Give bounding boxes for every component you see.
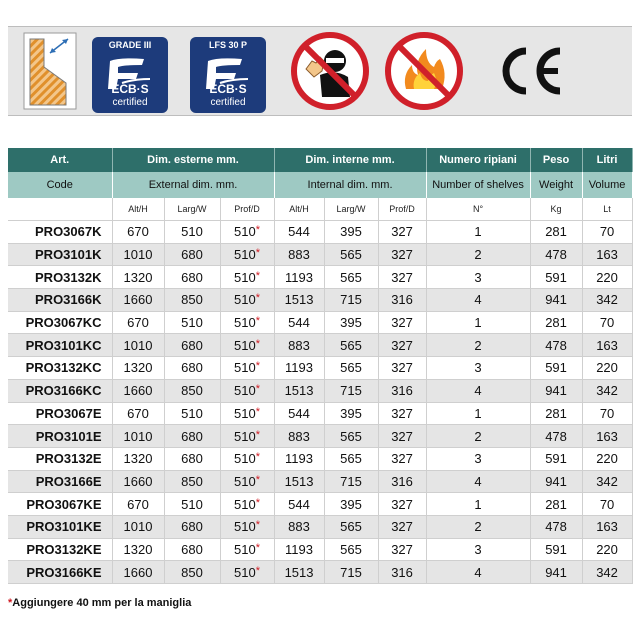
cell-weight: 281 [530,493,582,516]
header-weight-it: Peso [530,148,582,172]
footnote [8,597,191,609]
badge-ecbs-label: ECB·S [209,82,247,96]
cell-int-width: 395 [324,311,378,334]
cell-code: PRO3067K [8,221,112,244]
cell-ext-width: 680 [164,334,220,357]
cell-ext-height: 1320 [112,538,164,561]
header-external-it: Dim. esterne mm. [112,148,274,172]
handle-note-marker: * [255,224,260,237]
handle-note-marker: * [255,315,260,328]
cell-ext-width: 680 [164,357,220,380]
cell-ext-depth [220,289,274,312]
cell-ext-height: 1660 [112,289,164,312]
table-body [8,221,632,584]
handle-note-marker: * [255,292,260,305]
cell-ext-height: 1320 [112,266,164,289]
cell-int-depth: 327 [378,334,426,357]
cell-int-depth: 327 [378,311,426,334]
specifications-table-wrapper [8,148,632,584]
cell-weight: 941 [530,470,582,493]
cell-value: 510 [234,224,256,240]
cell-int-height: 883 [274,334,324,357]
cell-ext-depth [220,334,274,357]
cell-ext-depth [220,243,274,266]
cell-ext-width: 850 [164,289,220,312]
cell-ext-depth [220,515,274,538]
header-external-en: External dim. mm. [112,172,274,198]
handle-note-marker: * [255,496,260,509]
cell-volume: 220 [582,357,632,380]
cell-int-width: 565 [324,515,378,538]
cell-int-depth: 316 [378,289,426,312]
cell-int-width: 715 [324,561,378,584]
cell-code: PRO3101KC [8,334,112,357]
badge-ecbs-label: ECB·S [111,82,149,96]
header-internal-it: Dim. interne mm. [274,148,426,172]
unit-volume: Lt [582,198,632,221]
cell-volume: 163 [582,243,632,266]
cell-value: 510 [234,473,256,489]
cell-code: PRO3132K [8,266,112,289]
cell-volume: 342 [582,289,632,312]
header-volume-en: Volume [582,172,632,198]
cell-weight: 281 [530,402,582,425]
table-row [8,493,632,516]
table-row [8,538,632,561]
cell-int-width: 565 [324,266,378,289]
cell-volume: 70 [582,402,632,425]
table-row [8,243,632,266]
cell-shelves: 2 [426,515,530,538]
cell-ext-depth [220,447,274,470]
cell-int-width: 565 [324,334,378,357]
cell-ext-depth [220,221,274,244]
cell-value: 510 [234,360,256,376]
unit-int-width: Larg/W [324,198,378,221]
cell-value: 510 [234,383,256,399]
cell-volume: 342 [582,379,632,402]
cell-int-depth: 327 [378,447,426,470]
cell-int-height: 1513 [274,470,324,493]
cell-code: PRO3132KE [8,538,112,561]
header-weight-en: Weight [530,172,582,198]
cell-int-height: 883 [274,425,324,448]
footnote-marker: * [8,597,13,609]
cell-code: PRO3166E [8,470,112,493]
handle-note-marker: * [255,428,260,441]
cell-int-width: 565 [324,425,378,448]
cell-weight: 281 [530,221,582,244]
table-row [8,470,632,493]
cell-weight: 478 [530,243,582,266]
cell-ext-depth [220,311,274,334]
cell-shelves: 2 [426,243,530,266]
header-volume-it: Litri [582,148,632,172]
cell-int-depth: 327 [378,266,426,289]
unit-ext-width: Larg/W [164,198,220,221]
cell-ext-height: 670 [112,221,164,244]
cell-shelves: 4 [426,379,530,402]
header-row-units [8,198,632,221]
handle-note-marker: * [255,337,260,350]
cell-int-depth: 327 [378,515,426,538]
cell-weight: 591 [530,266,582,289]
cell-int-height: 544 [274,402,324,425]
cell-int-width: 395 [324,221,378,244]
cell-ext-width: 510 [164,402,220,425]
cell-value: 510 [234,247,256,263]
cell-ext-depth [220,266,274,289]
table-row [8,334,632,357]
cell-ext-width: 680 [164,243,220,266]
table-row [8,221,632,244]
cell-int-height: 1193 [274,266,324,289]
cell-ext-height: 1010 [112,334,164,357]
cell-int-height: 544 [274,493,324,516]
cell-weight: 478 [530,334,582,357]
cell-int-depth: 327 [378,243,426,266]
cell-int-depth: 327 [378,425,426,448]
cell-code: PRO3132KC [8,357,112,380]
cell-ext-height: 1010 [112,515,164,538]
cell-int-depth: 327 [378,221,426,244]
cell-shelves: 1 [426,493,530,516]
table-row [8,515,632,538]
cell-ext-depth [220,470,274,493]
cell-ext-width: 680 [164,425,220,448]
handle-note-marker: * [255,541,260,554]
header-row-italian [8,148,632,172]
header-row-english [8,172,632,198]
cell-volume: 342 [582,470,632,493]
badge-grade-label: GRADE III [108,40,152,50]
unit-ext-height: Alt/H [112,198,164,221]
cell-volume: 70 [582,221,632,244]
cell-value: 510 [234,315,256,331]
table-row [8,402,632,425]
cell-int-depth: 316 [378,470,426,493]
cell-shelves: 3 [426,447,530,470]
cell-ext-width: 850 [164,470,220,493]
cell-weight: 591 [530,357,582,380]
cell-ext-width: 510 [164,493,220,516]
cell-int-width: 565 [324,357,378,380]
ecbs-lfs-badge [190,37,266,113]
header-code: Code [8,172,112,198]
cell-ext-depth [220,493,274,516]
cell-volume: 70 [582,311,632,334]
cell-ext-height: 670 [112,311,164,334]
cell-shelves: 1 [426,402,530,425]
cell-shelves: 1 [426,221,530,244]
table-row [8,266,632,289]
cell-value: 510 [234,428,256,444]
cell-code: PRO3067E [8,402,112,425]
cell-volume: 342 [582,561,632,584]
cell-int-depth: 316 [378,561,426,584]
table-row [8,289,632,312]
cell-ext-height: 1010 [112,243,164,266]
cell-int-width: 565 [324,538,378,561]
handle-note-marker: * [255,269,260,282]
cell-ext-width: 680 [164,266,220,289]
cell-int-width: 565 [324,243,378,266]
handle-note-marker: * [255,360,260,373]
cell-int-width: 715 [324,289,378,312]
cell-volume: 163 [582,515,632,538]
ecbs-grade-badge [92,37,168,113]
cell-int-depth: 327 [378,402,426,425]
cell-int-height: 544 [274,311,324,334]
cell-int-depth: 327 [378,538,426,561]
cell-int-width: 395 [324,402,378,425]
header-shelves-it: Numero ripiani [426,148,530,172]
unit-weight: Kg [530,198,582,221]
cell-int-height: 1193 [274,357,324,380]
cell-code: PRO3166KC [8,379,112,402]
cell-shelves: 4 [426,289,530,312]
badge-certified-label: certified [112,97,148,108]
cell-weight: 941 [530,289,582,312]
unit-blank [8,198,112,221]
cell-weight: 941 [530,379,582,402]
cell-ext-height: 1010 [112,425,164,448]
fire-prohibited-icon [384,31,464,111]
cell-weight: 941 [530,561,582,584]
cell-int-depth: 316 [378,379,426,402]
cell-int-depth: 327 [378,493,426,516]
cell-code: PRO3166K [8,289,112,312]
cell-ext-width: 680 [164,515,220,538]
cell-code: PRO3101KE [8,515,112,538]
table-row [8,311,632,334]
cell-ext-depth [220,538,274,561]
cell-int-height: 1513 [274,379,324,402]
handle-note-marker: * [255,383,260,396]
cell-ext-height: 1660 [112,379,164,402]
header-art: Art. [8,148,112,172]
cell-ext-width: 680 [164,447,220,470]
cell-shelves: 3 [426,266,530,289]
cell-volume: 220 [582,538,632,561]
cell-value: 510 [234,451,256,467]
header-internal-en: Internal dim. mm. [274,172,426,198]
header-shelves-en: Number of shelves [426,172,530,198]
table-row [8,357,632,380]
cell-shelves: 2 [426,425,530,448]
ce-mark-icon [494,45,566,97]
table-row [8,425,632,448]
cell-weight: 591 [530,538,582,561]
cell-shelves: 2 [426,334,530,357]
cell-value: 510 [234,269,256,285]
cell-ext-height: 1320 [112,357,164,380]
cell-code: PRO3101K [8,243,112,266]
cell-value: 510 [234,496,256,512]
handle-note-marker: * [255,405,260,418]
table-row [8,561,632,584]
cell-value: 510 [234,564,256,580]
footnote-text: Aggiungere 40 mm per la maniglia [12,597,192,609]
handle-note-marker: * [255,473,260,486]
cell-value: 510 [234,337,256,353]
unit-ext-depth: Prof/D [220,198,274,221]
cell-int-height: 883 [274,515,324,538]
cell-int-depth: 327 [378,357,426,380]
certification-band [8,26,632,116]
cell-int-height: 1513 [274,289,324,312]
table-row [8,379,632,402]
cell-value: 510 [234,405,256,421]
cell-int-width: 395 [324,493,378,516]
specifications-table [8,148,633,584]
cell-code: PRO3067KE [8,493,112,516]
unit-int-depth: Prof/D [378,198,426,221]
cell-weight: 478 [530,425,582,448]
cell-ext-width: 850 [164,561,220,584]
cell-code: PRO3067KC [8,311,112,334]
cell-weight: 281 [530,311,582,334]
cell-int-width: 565 [324,447,378,470]
cell-volume: 163 [582,425,632,448]
cell-int-height: 544 [274,221,324,244]
cell-int-width: 715 [324,470,378,493]
cell-ext-depth [220,561,274,584]
cell-value: 510 [234,541,256,557]
cell-weight: 591 [530,447,582,470]
cell-ext-depth [220,379,274,402]
badge-grade-label: LFS 30 P [208,40,247,50]
cell-ext-height: 1660 [112,561,164,584]
cell-int-height: 1193 [274,447,324,470]
cell-code: PRO3101E [8,425,112,448]
cell-code: PRO3166KE [8,561,112,584]
unit-int-height: Alt/H [274,198,324,221]
cell-volume: 220 [582,266,632,289]
cell-ext-width: 510 [164,311,220,334]
cell-code: PRO3132E [8,447,112,470]
cell-int-width: 715 [324,379,378,402]
cell-value: 510 [234,519,256,535]
cell-int-height: 883 [274,243,324,266]
cell-volume: 163 [582,334,632,357]
cell-weight: 478 [530,515,582,538]
badge-certified-label: certified [210,97,246,108]
cell-ext-width: 510 [164,221,220,244]
handle-note-marker: * [255,247,260,260]
cell-ext-width: 850 [164,379,220,402]
cell-ext-depth [220,357,274,380]
cell-shelves: 3 [426,538,530,561]
cell-ext-height: 1660 [112,470,164,493]
cell-ext-depth [220,402,274,425]
cell-shelves: 4 [426,561,530,584]
cell-ext-height: 1320 [112,447,164,470]
cell-shelves: 1 [426,311,530,334]
handle-note-marker: * [255,451,260,464]
unit-shelves: N° [426,198,530,221]
handle-note-marker: * [255,564,260,577]
cell-volume: 70 [582,493,632,516]
cell-ext-depth [220,425,274,448]
cell-int-height: 1513 [274,561,324,584]
cell-ext-height: 670 [112,402,164,425]
cell-ext-height: 670 [112,493,164,516]
handle-note-marker: * [255,519,260,532]
cell-shelves: 4 [426,470,530,493]
cell-shelves: 3 [426,357,530,380]
cell-ext-width: 680 [164,538,220,561]
cell-int-height: 1193 [274,538,324,561]
cell-value: 510 [234,292,256,308]
cell-volume: 220 [582,447,632,470]
wall-thickness-icon [22,27,84,115]
table-row [8,447,632,470]
burglar-prohibited-icon [290,31,370,111]
